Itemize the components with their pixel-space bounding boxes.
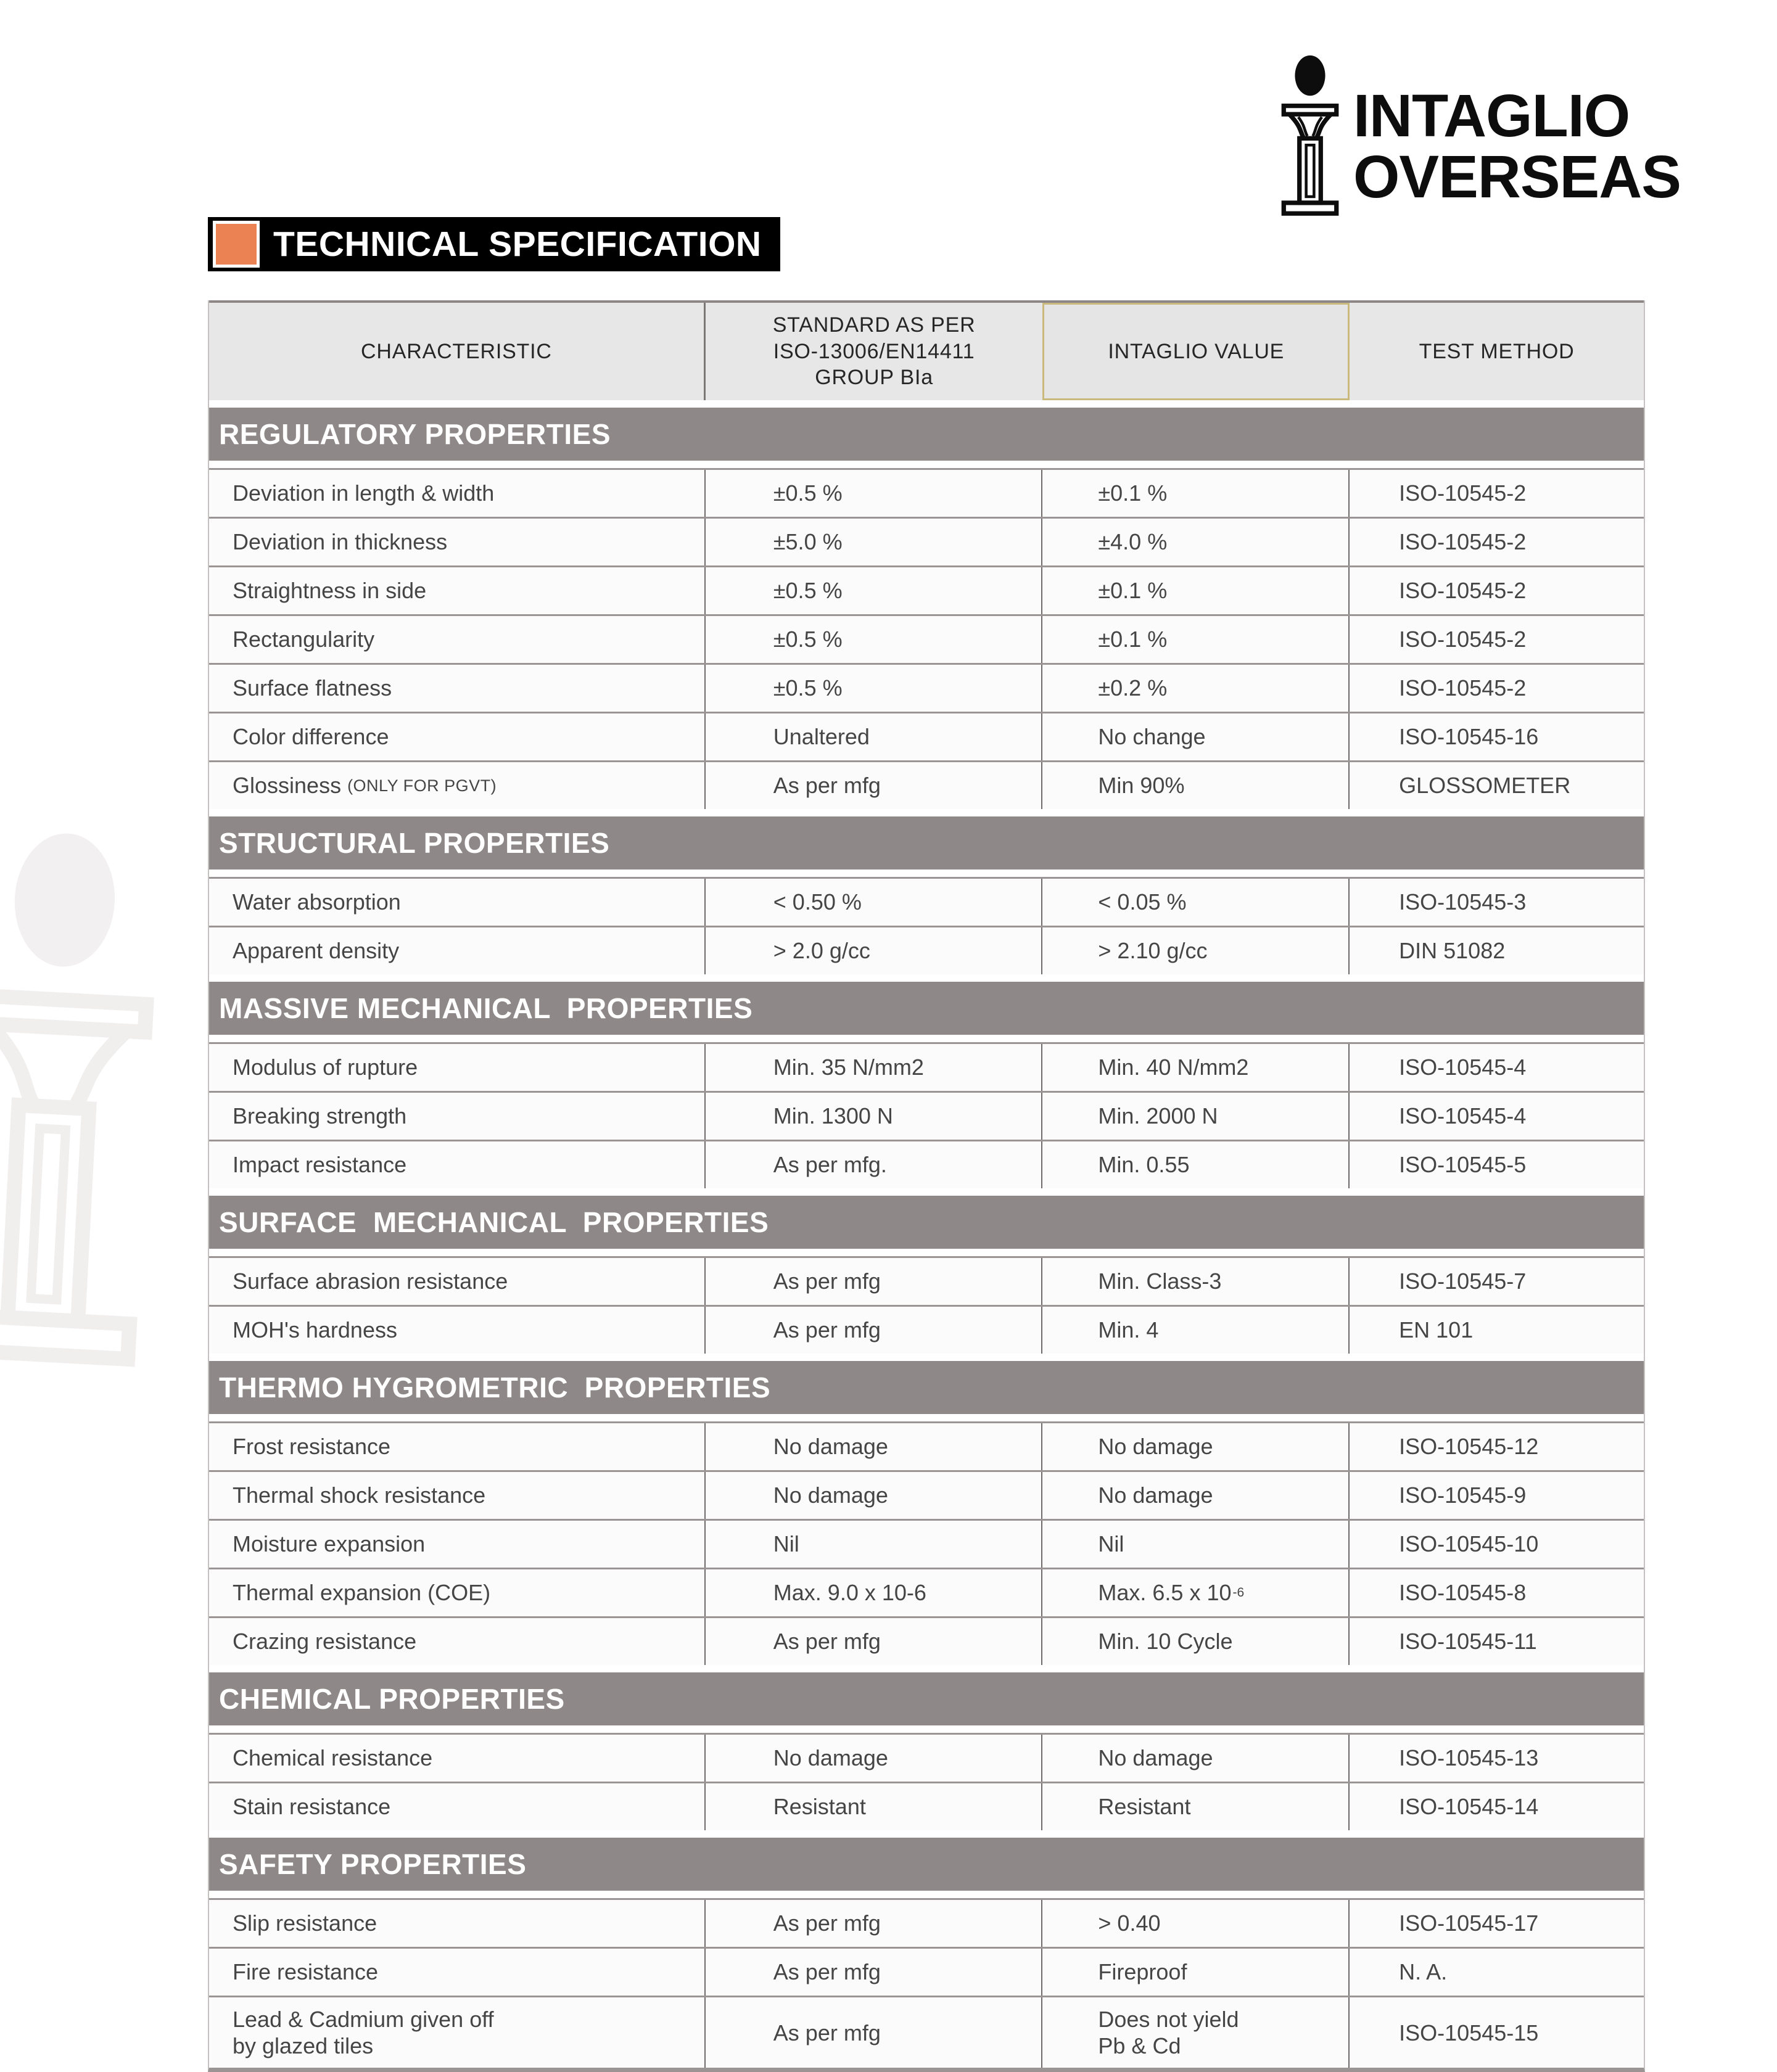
- cell-test-method: GLOSSOMETER: [1399, 773, 1571, 799]
- cell-standard: As per mfg: [706, 1618, 1043, 1665]
- cell-characteristic: Fire resistance: [209, 1949, 706, 1996]
- table-row: [209, 1140, 1644, 1188]
- cell-standard: Nil: [706, 1521, 1043, 1568]
- cell-characteristic: Slip resistance: [209, 1900, 706, 1947]
- brand-name-line2: OVERSEAS: [1353, 143, 1681, 210]
- table-row: [209, 1091, 1644, 1140]
- cell-intaglio-value: [1042, 1997, 1350, 2068]
- cell-intaglio-value: ±0.2 %: [1042, 665, 1350, 712]
- cell-characteristic: Deviation in thickness: [209, 519, 706, 565]
- cell-characteristic: [209, 762, 706, 809]
- header-standard-line1: STANDARD AS PER: [772, 313, 976, 337]
- cell-characteristic: Impact resistance: [209, 1141, 706, 1188]
- cell-characteristic: Thermal expansion (COE): [209, 1569, 706, 1616]
- cell-test-method: ISO-10545-2: [1399, 578, 1527, 604]
- cell-intaglio-value: Max. 6.5 x 10 -6: [1042, 1569, 1350, 1616]
- cell-characteristic: Moisture expansion: [209, 1521, 706, 1568]
- table-row: [209, 1782, 1644, 1830]
- section-bar-massive-mechanical: MASSIVE MECHANICAL PROPERTIES: [209, 982, 1644, 1035]
- section-bar-chemical: CHEMICAL PROPERTIES: [209, 1672, 1644, 1725]
- header-cell-intaglio-value: INTAGLIO VALUE: [1042, 303, 1350, 400]
- cell-characteristic: Thermal shock resistance: [209, 1472, 706, 1519]
- brand-name-line1: INTAGLIO: [1353, 82, 1630, 150]
- page-title: TECHNICAL SPECIFICATION: [273, 224, 762, 264]
- cell-intaglio-value: Min. 2000 N: [1042, 1093, 1350, 1140]
- brand-logo: [1278, 54, 1681, 239]
- cell-standard: As per mfg: [706, 1307, 1043, 1354]
- cell-standard: Max. 9.0 x 10-6: [706, 1569, 1043, 1616]
- cell-test-method: ISO-10545-5: [1399, 1152, 1527, 1178]
- cell-intaglio-value: Min. 0.55: [1042, 1141, 1350, 1188]
- cell-characteristic: MOH's hardness: [209, 1307, 706, 1354]
- cell-characteristic: Modulus of rupture: [209, 1044, 706, 1091]
- header-standard-line2: ISO-13006/EN14411: [773, 339, 975, 363]
- cell-standard: Min. 1300 N: [706, 1093, 1043, 1140]
- cell-test-method: ISO-10545-2: [1399, 675, 1527, 701]
- section-bar-safety: SAFETY PROPERTIES: [209, 1838, 1644, 1891]
- table-row: [209, 926, 1644, 974]
- table-row: [209, 877, 1644, 926]
- cell-intaglio-value: Min. Class-3: [1042, 1258, 1350, 1305]
- cell-intaglio-value: No damage: [1042, 1423, 1350, 1470]
- cell-characteristic: Crazing resistance: [209, 1618, 706, 1665]
- cell-characteristic: Breaking strength: [209, 1093, 706, 1140]
- cell-characteristic: Chemical resistance: [209, 1735, 706, 1782]
- cell-test-method: ISO-10545-2: [1399, 529, 1527, 555]
- cell-characteristic: Surface abrasion resistance: [209, 1258, 706, 1305]
- table-row: [209, 517, 1644, 565]
- cell-standard: As per mfg: [706, 1997, 1043, 2068]
- table-row: [209, 663, 1644, 712]
- section-bar-regulatory: REGULATORY PROPERTIES: [209, 408, 1644, 461]
- table-row: [209, 1305, 1644, 1354]
- cell-standard: No damage: [706, 1472, 1043, 1519]
- cell-intaglio-value: Min 90%: [1042, 762, 1350, 809]
- characteristic-note: (ONLY FOR PGVT): [347, 776, 497, 795]
- cell-intaglio-value: Min. 10 Cycle: [1042, 1618, 1350, 1665]
- cell-test-method: ISO-10545-7: [1399, 1268, 1527, 1294]
- cell-test-method: ISO-10545-14: [1399, 1794, 1539, 1820]
- table-row: [209, 614, 1644, 663]
- cell-intaglio-value: Min. 4: [1042, 1307, 1350, 1354]
- cell-standard: Min. 35 N/mm2: [706, 1044, 1043, 1091]
- spec-table: [208, 300, 1645, 2072]
- cell-characteristic: Color difference: [209, 713, 706, 760]
- cell-characteristic: Stain resistance: [209, 1783, 706, 1830]
- title-bar: [208, 217, 780, 271]
- table-row: [209, 1733, 1644, 1782]
- brand-name: [1353, 82, 1681, 210]
- cell-intaglio-value: > 0.40: [1042, 1900, 1350, 1947]
- cell-standard: As per mfg: [706, 762, 1043, 809]
- cell-intaglio-value: ±0.1 %: [1042, 470, 1350, 517]
- cell-standard: Resistant: [706, 1783, 1043, 1830]
- cell-standard: > 2.0 g/cc: [706, 927, 1043, 974]
- cell-test-method: ISO-10545-16: [1399, 724, 1539, 750]
- cell-test-method: ISO-10545-9: [1399, 1482, 1527, 1508]
- table-row: [209, 1616, 1644, 1665]
- cell-standard: As per mfg: [706, 1949, 1043, 1996]
- cell-characteristic: [209, 1997, 706, 2068]
- cell-characteristic: Apparent density: [209, 927, 706, 974]
- characteristic-text: Glossiness: [233, 773, 342, 799]
- table-row: [209, 1421, 1644, 1470]
- table-row: [209, 1470, 1644, 1519]
- cell-intaglio-value: Fireproof: [1042, 1949, 1350, 1996]
- cell-test-method: ISO-10545-12: [1399, 1434, 1539, 1460]
- cell-intaglio-value: ±0.1 %: [1042, 567, 1350, 614]
- cell-intaglio-value: ±4.0 %: [1042, 519, 1350, 565]
- cell-test-method: ISO-10545-10: [1399, 1531, 1539, 1557]
- cell-standard: ±0.5 %: [706, 665, 1043, 712]
- table-row: [209, 1898, 1644, 1947]
- cell-characteristic: Deviation in length & width: [209, 470, 706, 517]
- section-bar-surface-mechanical: SURFACE MECHANICAL PROPERTIES: [209, 1196, 1644, 1249]
- cell-standard: < 0.50 %: [706, 879, 1043, 926]
- cell-standard: Unaltered: [706, 713, 1043, 760]
- cell-intaglio-value: Resistant: [1042, 1783, 1350, 1830]
- cell-characteristic: Rectangularity: [209, 616, 706, 663]
- cell-intaglio-value: No damage: [1042, 1735, 1350, 1782]
- value-text: Max. 6.5 x 10: [1098, 1580, 1232, 1606]
- cell-test-method: ISO-10545-2: [1399, 627, 1527, 652]
- cell-intaglio-value: < 0.05 %: [1042, 879, 1350, 926]
- cell-standard: ±0.5 %: [706, 567, 1043, 614]
- cell-intaglio-value: Min. 40 N/mm2: [1042, 1044, 1350, 1091]
- cell-characteristic: Frost resistance: [209, 1423, 706, 1470]
- title-accent-square: [213, 221, 260, 268]
- cell-test-method: ISO-10545-13: [1399, 1745, 1539, 1771]
- header-cell-test-method: TEST METHOD: [1419, 339, 1575, 363]
- cell-characteristic: Water absorption: [209, 879, 706, 926]
- cell-test-method: ISO-10545-11: [1399, 1629, 1537, 1655]
- cell-test-method: N. A.: [1399, 1959, 1448, 1985]
- cell-standard: As per mfg: [706, 1900, 1043, 1947]
- cell-standard: As per mfg: [706, 1258, 1043, 1305]
- cell-standard: ±0.5 %: [706, 470, 1043, 517]
- cell-test-method: DIN 51082: [1399, 938, 1506, 964]
- table-row: [209, 1519, 1644, 1568]
- cell-test-method: ISO-10545-17: [1399, 1910, 1539, 1936]
- table-row: [209, 1568, 1644, 1616]
- cell-test-method: ISO-10545-2: [1399, 480, 1527, 506]
- cell-standard: ±5.0 %: [706, 519, 1043, 565]
- value-line1: Does not yield: [1098, 2007, 1239, 2032]
- cell-intaglio-value: No damage: [1042, 1472, 1350, 1519]
- cell-test-method: ISO-10545-8: [1399, 1580, 1527, 1606]
- cell-test-method: ISO-10545-4: [1399, 1103, 1527, 1129]
- section-bar-thermo-hygrometric: THERMO HYGROMETRIC PROPERTIES: [209, 1361, 1644, 1414]
- table-row: [209, 712, 1644, 760]
- cell-intaglio-value: Nil: [1042, 1521, 1350, 1568]
- table-row: [209, 1947, 1644, 1996]
- characteristic-line1: Lead & Cadmium given off: [233, 2007, 494, 2032]
- value-line2: Pb & Cd: [1098, 2033, 1181, 2059]
- cell-standard: No damage: [706, 1735, 1043, 1782]
- cell-standard: ±0.5 %: [706, 616, 1043, 663]
- watermark-pillar-icon: [0, 824, 170, 1445]
- cell-test-method: EN 101: [1399, 1317, 1474, 1343]
- table-row: [209, 1996, 1644, 2068]
- cell-test-method: ISO-10545-15: [1399, 2020, 1539, 2045]
- cell-intaglio-value: ±0.1 %: [1042, 616, 1350, 663]
- characteristic-line2: by glazed tiles: [233, 2033, 374, 2059]
- header-cell-characteristic: CHARACTERISTIC: [209, 303, 706, 400]
- header-standard-line3: GROUP BIa: [815, 366, 933, 390]
- cell-intaglio-value: No change: [1042, 713, 1350, 760]
- cell-intaglio-value: > 2.10 g/cc: [1042, 927, 1350, 974]
- table-header-row: [209, 300, 1644, 400]
- table-row: [209, 1256, 1644, 1305]
- cell-characteristic: Straightness in side: [209, 567, 706, 614]
- cell-test-method: ISO-10545-3: [1399, 889, 1527, 915]
- header-cell-standard: [706, 303, 1043, 400]
- table-row: [209, 1042, 1644, 1091]
- table-row: [209, 468, 1644, 517]
- section-bar-structural: STRUCTURAL PROPERTIES: [209, 816, 1644, 870]
- brand-pillar-icon: [1278, 54, 1342, 239]
- table-row: [209, 760, 1644, 809]
- cell-standard: As per mfg.: [706, 1141, 1043, 1188]
- cell-characteristic: Surface flatness: [209, 665, 706, 712]
- cell-standard: No damage: [706, 1423, 1043, 1470]
- table-row: [209, 565, 1644, 614]
- cell-test-method: ISO-10545-4: [1399, 1054, 1527, 1080]
